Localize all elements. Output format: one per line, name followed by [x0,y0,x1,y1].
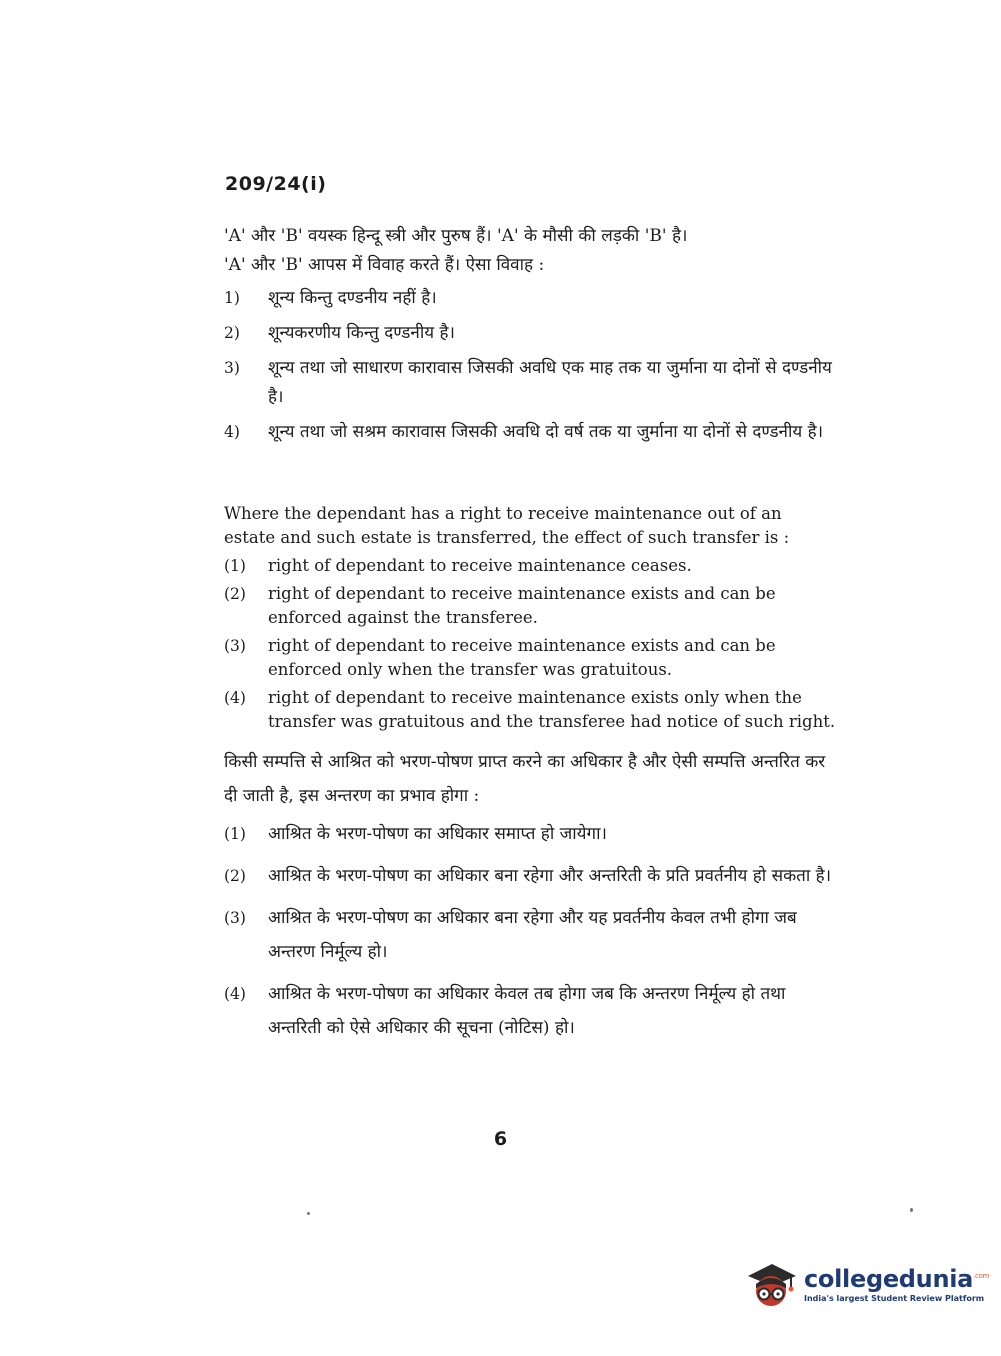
option-number: (4) [224,985,246,1003]
option-text: आश्रित के भरण-पोषण का अधिकार बना रहेगा और अन्तरिती के प्रति प्रवर्तनीय हो सकता है। [268,866,832,886]
option-item [224,686,836,734]
option-list [224,554,836,734]
option-number: (1) [224,557,246,575]
option-item [224,977,836,1045]
option-text: आश्रित के भरण-पोषण का अधिकार बना रहेगा और यह प्रवर्तनीय केवल तभी होगा जब अन्तरण निर्मूल्य हो। [268,908,797,962]
option-number: 3) [224,359,240,377]
option-list [224,817,836,1045]
option-text: शून्य तथा जो सश्रम कारावास जिसकी अवधि दो वर्ष तक या जुर्माना या दोनों से दण्डनीय है। [268,422,824,442]
option-text: right of dependant to receive maintenance exists and can be enforced only when the transfer was gratuitous. [268,636,776,679]
option-number: (2) [224,585,246,603]
option-number: (3) [224,637,246,655]
page-number: 6 [493,1128,508,1150]
collegedunia-watermark [742,1252,990,1314]
question-hindi-marriage [224,222,836,453]
option-text: आश्रित के भरण-पोषण का अधिकार केवल तब होगा जब कि अन्तरण निर्मूल्य हो तथा अन्तरिती को ऐसे अधिकार की सूचना (नोटिस) हो। [268,984,786,1038]
option-list [224,284,836,447]
option-item [224,554,836,578]
brand-name [804,1262,989,1293]
option-number: (2) [224,867,246,885]
option-item [224,319,836,348]
option-text: आश्रित के भरण-पोषण का अधिकार समाप्त हो जायेगा। [268,824,607,844]
option-text: शून्यकरणीय किन्तु दण्डनीय है। [268,323,455,343]
option-text: right of dependant to receive maintenance exists and can be enforced against the transferee. [268,584,776,627]
stem-line: 'A' और 'B' वयस्क हिन्दू स्त्री और पुरुष हैं। 'A' के मौसी की लड़की 'B' है। [224,226,688,246]
option-text: शून्य किन्तु दण्डनीय नहीं है। [268,288,437,308]
question-english-maintenance [224,502,836,738]
option-item [224,418,836,447]
option-number: 1) [224,289,240,307]
option-item [224,354,836,412]
question-stem: Where the dependant has a right to receive maintenance out of an estate and such estate is transferred, the effect of such transfer is : [224,504,790,547]
stem-line: 'A' और 'B' आपस में विवाह करते हैं। ऐसा विवाह : [224,255,545,275]
question-hindi-maintenance [224,745,836,1053]
brand-suffix: .com [973,1271,990,1280]
speck [910,1208,913,1212]
option-item [224,817,836,851]
option-item [224,859,836,893]
option-item [224,582,836,630]
option-text: शून्य तथा जो साधारण कारावास जिसकी अवधि एक माह तक या जुर्माना या दोनों से दण्डनीय है। [268,358,832,407]
option-number: 4) [224,423,240,441]
option-number: (1) [224,825,246,843]
brand-tagline: India's largest Student Review Platform [804,1293,985,1303]
option-text: right of dependant to receive maintenance ceases. [268,556,692,575]
paper-code: 209/24(i) [225,173,327,195]
brand-word: collegedunia [804,1264,974,1293]
question-stem: किसी सम्पत्ति से आश्रित को भरण-पोषण प्राप्त करने का अधिकार है और ऐसी सम्पत्ति अन्तरित कर दी जाती है, इस अन्तरण का प्रभाव होगा : [224,752,826,806]
option-item [224,901,836,969]
option-number: (3) [224,909,246,927]
option-number: 2) [224,324,240,342]
question-stem [224,222,836,280]
brand-text-group [804,1262,989,1305]
option-item [224,634,836,682]
speck [307,1212,310,1215]
option-number: (4) [224,689,246,707]
mascot-logo-icon [742,1254,800,1312]
option-text: right of dependant to receive maintenance exists only when the transfer was gratuitous and the transferee had notice of such right. [268,688,836,731]
option-item [224,284,836,313]
